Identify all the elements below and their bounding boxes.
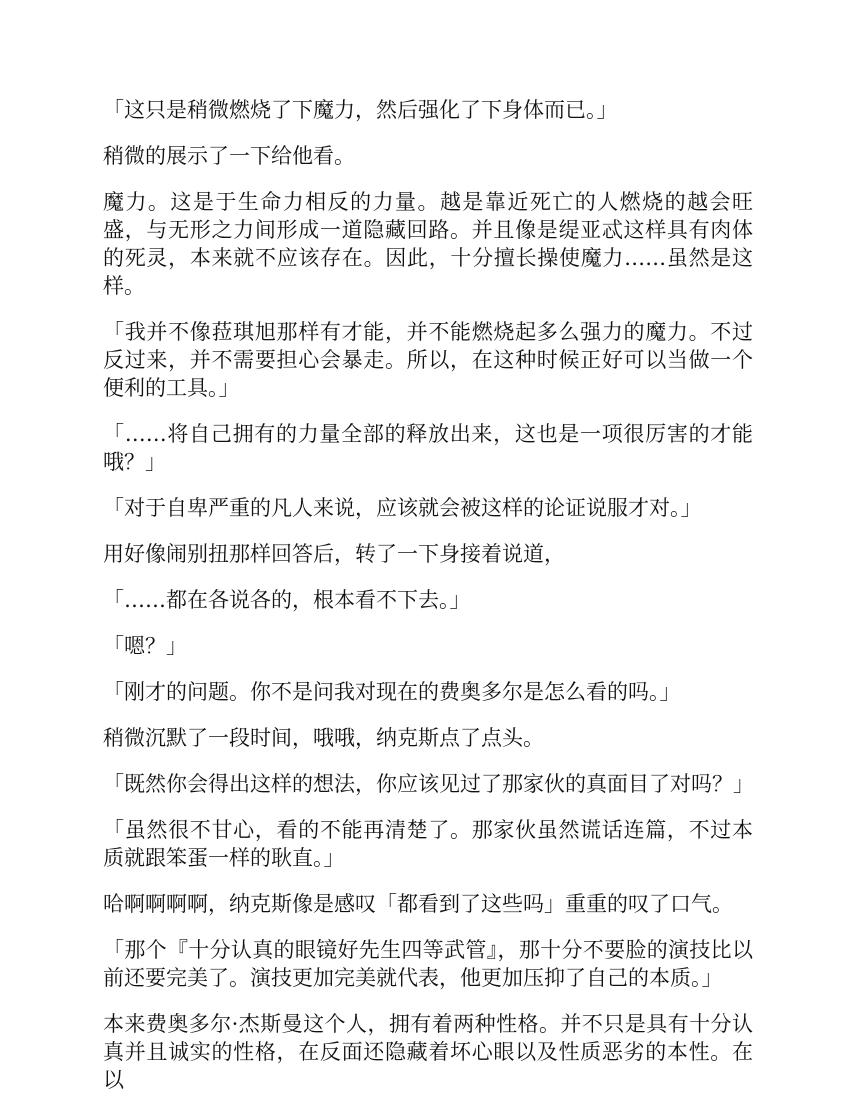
- paragraph: 「刚才的问题。你不是问我对现在的费奥多尔是怎么看的吗。」: [103, 680, 681, 704]
- paragraph: 用好像闹别扭那样回答后，转了一下身接着说道，: [103, 542, 565, 566]
- paragraph: 「……将自己拥有的力量全部的释放出来，这也是一项很厉害的才能哦？」: [103, 422, 753, 474]
- document-page: [103, 96, 753, 1112]
- paragraph: 稍微沉默了一段时间，哦哦，纳克斯点了点头。: [103, 726, 544, 750]
- paragraph: 「那个『十分认真的眼镜好先生四等武管』，那十分不要脸的演技比以前还要完美了。演技更加完美就代表，他更加压抑了自己的本质。」: [103, 938, 753, 990]
- paragraph: 稍微的展示了一下给他看。: [103, 144, 355, 168]
- paragraph: 「这只是稍微燃烧了下魔力，然后强化了下身体而已。」: [103, 98, 618, 122]
- paragraph: 魔力。这是于生命力相反的力量。越是靠近死亡的人燃烧的越会旺盛，与无形之力间形成一道隐藏回路。并且像是缇亚忒这样具有肉体的死灵，本来就不应该存在。因此，十分擅长操使魔力……虽然是这样。: [103, 190, 753, 298]
- paragraph: 「……都在各说各的，根本看不下去。」: [103, 588, 471, 612]
- paragraph: 哈啊啊啊啊，纳克斯像是感叹「都看到了这些吗」重重的叹了口气。: [103, 892, 733, 916]
- paragraph: 「虽然很不甘心，看的不能再清楚了。那家伙虽然谎话连篇，不过本质就跟笨蛋一样的耿直。」: [103, 818, 753, 870]
- paragraph: 「嗯？」: [103, 634, 187, 658]
- paragraph: 「对于自卑严重的凡人来说，应该就会被这样的论证说服才对。」: [103, 496, 702, 520]
- paragraph: 「我并不像菈琪旭那样有才能，并不能燃烧起多么强力的魔力。不过反过来，并不需要担心会暴走。所以，在这种时候正好可以当做一个便利的工具。」: [103, 320, 753, 400]
- paragraph: 本来费奥多尔·杰斯曼这个人，拥有着两种性格。并不只是具有十分认真并且诚实的性格，在反面还隐藏着坏心眼以及性质恶劣的本性。在以: [103, 1012, 753, 1092]
- paragraph: 「既然你会得出这样的想法，你应该见过了那家伙的真面目了对吗？」: [103, 772, 754, 796]
